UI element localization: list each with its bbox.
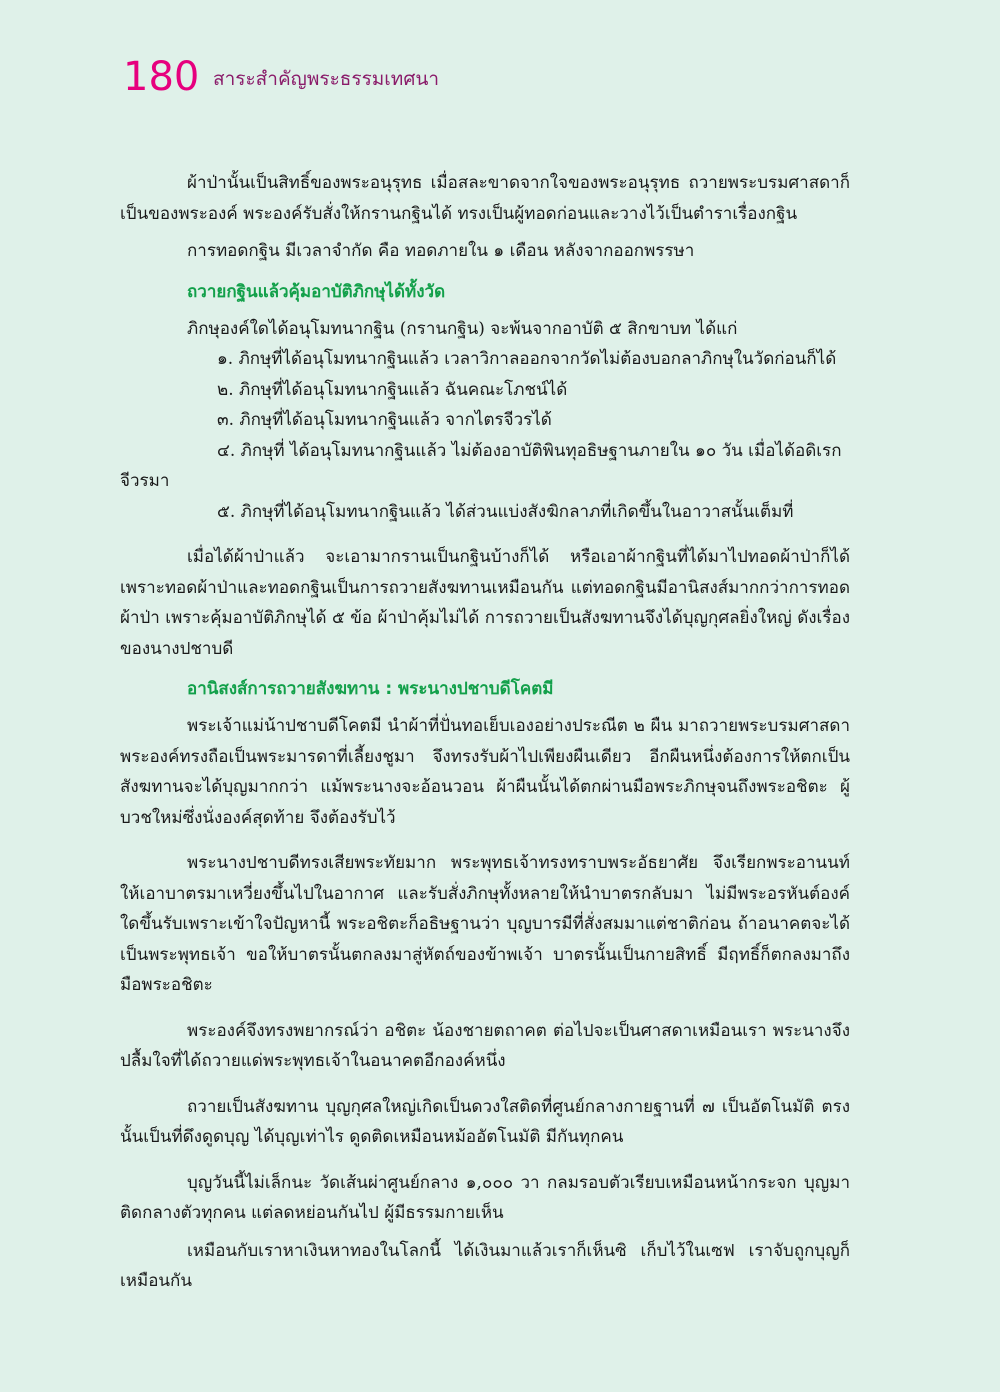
page-body — [120, 168, 850, 1297]
paragraph: พระเจ้าแม่น้าปชาบดีโคตมี นำผ้าที่ปั่นทอเย็บเองอย่างประณีต ๒ ผืน มาถวายพระบรมศาสดา พระองค์ทรงถือเป็นพระมารดาที่เลี้ยงชูมา จึงทรงรับผ้าไปเพียงผืนเดียว อีกผืนหนึ่งต้องการให้ตกเป็นสังฆทานจะได้บุญมากกว่า แม้พระนางจะอ้อนวอน ผ้าผืนนั้นได้ตกผ่านมือพระภิกษุจนถึงพระอชิตะ ผู้บวชใหม่ซึ่งนั่งองค์สุดท้าย จึงต้องรับไว้ — [120, 716, 850, 828]
paragraph: เหมือนกับเราหาเงินหาทองในโลกนี้ ได้เงินมาแล้วเราก็เห็นซิ เก็บไว้ในเซฟ เราจับถูกบุญก็เหมือนกัน — [120, 1240, 850, 1291]
paragraph: พระนางปชาบดีทรงเสียพระทัยมาก พระพุทธเจ้าทรงทราบพระอัธยาศัย จึงเรียกพระอานนท์ให้เอาบาตรมาเหวี่ยงขึ้นไปในอากาศ และรับสั่งภิกษุทั้งหลายให้นำบาตรกลับมา ไม่มีพระอรหันต์องค์ใดขึ้นรับเพราะเข้าใจปัญหานี้ พระอชิตะก็อธิษฐานว่า บุญบารมีที่สั่งสมมาแต่ชาติก่อน ถ้าอนาคตจะได้เป็นพระพุทธเจ้า ขอให้บาตรนั้นตกลงมาสู่หัตถ์ของข้าพเจ้า บาตรนั้นเป็นกายสิทธิ์ มีฤทธิ์ก็ตกลงมาถึงมือพระอชิตะ — [120, 853, 850, 995]
list-item-continuation: จีวรมา — [120, 471, 170, 491]
section-heading: ถวายกฐินแล้วคุ้มอาบัติภิกษุได้ทั้งวัด — [187, 281, 446, 302]
paragraph: ภิกษุองค์ใดได้อนุโมทนากฐิน (กรานกฐิน) จะพ้นจากอาบัติ ๕ สิกขาบท ได้แก่ — [187, 318, 738, 339]
list-item: ๒. ภิกษุที่ได้อนุโมทนากฐินแล้ว ฉันคณะโภชน์ได้ — [217, 379, 568, 400]
section-heading: อานิสงส์การถวายสังฆทาน : พระนางปชาบดีโคตมี — [187, 679, 554, 699]
running-title: สาระสำคัญพระธรรมเทศนา — [213, 68, 440, 90]
list-item: ๓. ภิกษุที่ได้อนุโมทนากฐินแล้ว จากไตรจีวรได้ — [217, 410, 552, 430]
paragraph: ถวายเป็นสังฆทาน บุญกุศลใหญ่เกิดเป็นดวงใสติดที่ศูนย์กลางกายฐานที่ ๗ เป็นอัตโนมัติ ตรงนั้นเป็นที่ดึงดูดบุญ ได้บุญเท่าไร ดูดติดเหมือนหม้ออัตโนมัติ มีกันทุกคน — [120, 1096, 850, 1147]
paragraph: การทอดกฐิน มีเวลาจำกัด คือ ทอดภายใน ๑ เดือน หลังจากออกพรรษา — [187, 241, 695, 261]
list-item: ๑. ภิกษุที่ได้อนุโมทนากฐินแล้ว เวลาวิกาลออกจากวัดไม่ต้องบอกลาภิกษุในวัดก่อนก็ได้ — [217, 349, 837, 369]
paragraph: ผ้าป่านั้นเป็นสิทธิ์ของพระอนุรุทธ เมื่อสละขาดจากใจของพระอนุรุทธ ถวายพระบรมศาสดาก็เป็นของพระองค์ พระองค์รับสั่งให้กรานกฐินได้ ทรงเป็นผู้ทอดก่อนและวางไว้เป็นตำราเรื่องกฐิน — [120, 173, 850, 224]
paragraph: พระองค์จึงทรงพยากรณ์ว่า อชิตะ น้องชายตถาคต ต่อไปจะเป็นศาสดาเหมือนเรา พระนางจึงปลื้มใจที่ได้ถวายแด่พระพุทธเจ้าในอนาคตอีกองค์หนึ่ง — [120, 1020, 850, 1071]
paragraph: บุญวันนี้ไม่เล็กนะ วัดเส้นผ่าศูนย์กลาง ๑,๐๐๐ วา กลมรอบตัวเรียบเหมือนหน้ากระจก บุญมาติดกลางตัวทุกคน แต่ลดหย่อนกันไป ผู้มีธรรมกายเห็น — [120, 1172, 850, 1223]
list-item: ๕. ภิกษุที่ได้อนุโมทนากฐินแล้ว ได้ส่วนแบ่งสังฆิกลาภที่เกิดขึ้นในอาวาสนั้นเต็มที่ — [217, 501, 794, 522]
page-number: 180 — [123, 54, 200, 100]
paragraph: เมื่อได้ผ้าป่าแล้ว จะเอามากรานเป็นกฐินบ้างก็ได้ หรือเอาผ้ากฐินที่ได้มาไปทอดผ้าป่าก็ได้ เพราะทอดผ้าป่าและทอดกฐินเป็นการถวายสังฆทานเหมือนกัน แต่ทอดกฐินมีอานิสงส์มากกว่าการทอดผ้าป่า เพราะคุ้มอาบัติภิกษุได้ ๕ ข้อ ผ้าป่าคุ้มไม่ได้ การถวายเป็นสังฆทานจึงได้บุญกุศลยิ่งใหญ่ ดังเรื่องของนางปชาบดี — [120, 547, 850, 659]
list-item: ๔. ภิกษุที่ ได้อนุโมทนากฐินแล้ว ไม่ต้องอาบัติพินทุอธิษฐานภายใน ๑๐ วัน เมื่อได้อดิเรก — [217, 440, 842, 461]
